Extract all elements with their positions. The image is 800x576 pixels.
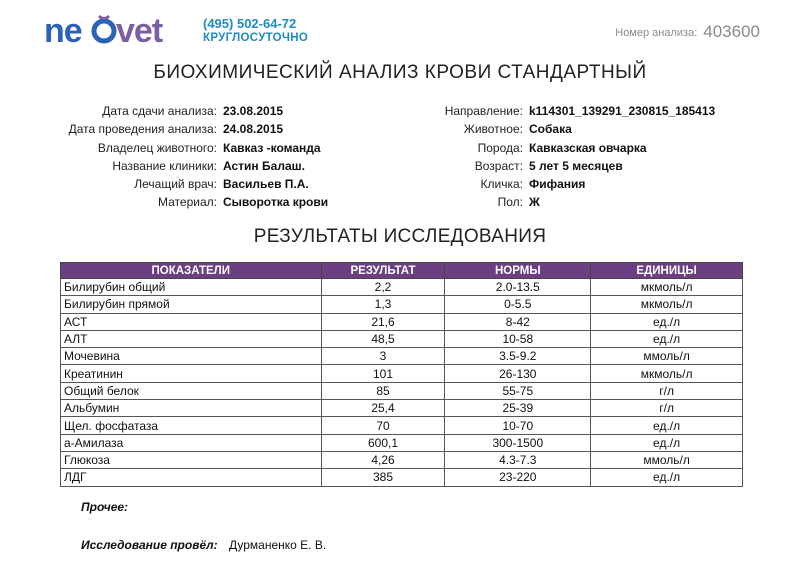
- info-row: [0, 139, 800, 157]
- result-cell: 70: [321, 417, 445, 434]
- indicator-cell: Глюкоза: [61, 451, 322, 468]
- indicator-cell: АЛТ: [61, 330, 322, 347]
- phone-number: (495) 502-64-72: [203, 16, 297, 31]
- info-label: Направление:: [444, 104, 523, 118]
- indicator-cell: ЛДГ: [61, 469, 322, 486]
- result-cell: 4,26: [321, 451, 445, 468]
- analysis-number-value: 403600: [703, 22, 760, 41]
- info-value: Сыворотка крови: [223, 195, 329, 210]
- info-value: 23.08.2015: [223, 104, 284, 118]
- norm-cell: 55-75: [445, 382, 591, 399]
- info-label: Кличка:: [480, 177, 523, 192]
- indicator-cell: Щел. фосфатаза: [61, 417, 322, 434]
- info-label: Животное:: [463, 122, 523, 137]
- table-row: [61, 451, 743, 468]
- indicator-cell: АСТ: [61, 313, 322, 330]
- unit-cell: мкмоль/л: [591, 296, 743, 313]
- table-row: [61, 400, 743, 417]
- svg-text:vet: vet: [116, 12, 163, 50]
- indicator-cell: Билирубин общий: [61, 279, 322, 296]
- info-label: Порода:: [477, 140, 523, 155]
- result-cell: 21,6: [321, 313, 445, 330]
- norm-cell: 3.5-9.2: [445, 348, 591, 365]
- unit-cell: ммоль/л: [591, 451, 743, 468]
- unit-cell: ед./л: [591, 313, 743, 330]
- info-value: Фифания: [529, 177, 586, 192]
- neovet-logo: [44, 8, 174, 52]
- result-cell: 48,5: [321, 330, 445, 347]
- info-row: [0, 175, 800, 193]
- table-header-row: [61, 263, 743, 279]
- info-value: Кавказская овчарка: [529, 140, 647, 155]
- phone-block: [203, 17, 308, 45]
- norm-cell: 8-42: [445, 313, 591, 330]
- unit-cell: ед./л: [591, 330, 743, 347]
- info-value: k114301_139291_230815_185413: [529, 104, 716, 118]
- info-label: Название клиники:: [112, 158, 217, 173]
- unit-cell: ед./л: [591, 469, 743, 486]
- results-title: РЕЗУЛЬТАТЫ ИССЛЕДОВАНИЯ: [253, 226, 547, 247]
- table-row: [61, 365, 743, 382]
- unit-cell: ед./л: [591, 417, 743, 434]
- document-title: БИОХИМИЧЕСКИЙ АНАЛИЗ КРОВИ СТАНДАРТНЫЙ: [153, 62, 647, 83]
- patient-info-right: [0, 102, 800, 212]
- info-label: Пол:: [497, 195, 523, 210]
- info-label: Лечащий врач:: [134, 177, 217, 192]
- result-cell: 25,4: [321, 400, 445, 417]
- info-value: 24.08.2015: [223, 122, 284, 137]
- indicator-cell: Билирубин прямой: [61, 296, 322, 313]
- column-header-units: ЕДИНИЦЫ: [591, 263, 743, 279]
- norm-cell: 25-39: [445, 400, 591, 417]
- result-cell: 2,2: [321, 279, 445, 296]
- table-row: [61, 330, 743, 347]
- norm-cell: 300-1500: [445, 434, 591, 451]
- indicator-cell: Общий белок: [61, 382, 322, 399]
- column-header-result: РЕЗУЛЬТАТ: [321, 263, 445, 279]
- norm-cell: 10-58: [445, 330, 591, 347]
- info-value: Васильев П.А.: [223, 177, 309, 192]
- table-row: [61, 417, 743, 434]
- info-value: Ж: [529, 195, 540, 210]
- unit-cell: ммоль/л: [591, 348, 743, 365]
- info-value: Кавказ -команда: [223, 140, 321, 155]
- info-row: [0, 120, 800, 138]
- analysis-number-label: Номер анализа:: [615, 27, 698, 39]
- unit-cell: ед./л: [591, 434, 743, 451]
- result-cell: 3: [321, 348, 445, 365]
- info-label: Материал:: [158, 195, 217, 210]
- unit-cell: г/л: [591, 400, 743, 417]
- conducted-by: Дурманенко Е. В.: [229, 538, 327, 552]
- other-label: Прочее:: [81, 500, 129, 514]
- norm-cell: 2.0-13.5: [445, 279, 591, 296]
- norm-cell: 10-70: [445, 417, 591, 434]
- info-row: [0, 157, 800, 175]
- analysis-number: [615, 22, 760, 42]
- table-row: [61, 382, 743, 399]
- info-label: Возраст:: [474, 158, 523, 173]
- unit-cell: мкмоль/л: [591, 279, 743, 296]
- info-row: [0, 193, 800, 211]
- result-cell: 85: [321, 382, 445, 399]
- norm-cell: 26-130: [445, 365, 591, 382]
- results-table: [60, 262, 743, 487]
- info-label: Владелец животного:: [97, 140, 217, 155]
- indicator-cell: Мочевина: [61, 348, 322, 365]
- table-row: [61, 313, 743, 330]
- table-row: [61, 296, 743, 313]
- norm-cell: 0-5.5: [445, 296, 591, 313]
- table-row: [61, 348, 743, 365]
- table-row: [61, 279, 743, 296]
- info-label: Дата сдачи анализа:: [102, 104, 217, 118]
- column-header-indicator: ПОКАЗАТЕЛИ: [61, 263, 322, 279]
- header: [0, 0, 800, 60]
- unit-cell: мкмоль/л: [591, 365, 743, 382]
- norm-cell: 23-220: [445, 469, 591, 486]
- column-header-norms: НОРМЫ: [445, 263, 591, 279]
- unit-cell: г/л: [591, 382, 743, 399]
- info-label: Дата проведения анализа:: [68, 122, 217, 137]
- table-row: [61, 434, 743, 451]
- conducted-label: Исследование провёл:: [81, 538, 218, 552]
- indicator-cell: Креатинин: [61, 365, 322, 382]
- svg-text:ne: ne: [44, 12, 82, 50]
- info-value: Собака: [529, 122, 572, 137]
- info-value: Астин Балаш.: [223, 158, 305, 173]
- norm-cell: 4.3-7.3: [445, 451, 591, 468]
- indicator-cell: а-Амилаза: [61, 434, 322, 451]
- info-row: [0, 102, 800, 120]
- hours-label: КРУГЛОСУТОЧНО: [203, 32, 309, 44]
- table-row: [61, 469, 743, 486]
- indicator-cell: Альбумин: [61, 400, 322, 417]
- result-cell: 385: [321, 469, 445, 486]
- info-value: 5 лет 5 месяцев: [529, 158, 623, 173]
- result-cell: 600,1: [321, 434, 445, 451]
- result-cell: 1,3: [321, 296, 445, 313]
- result-cell: 101: [321, 365, 445, 382]
